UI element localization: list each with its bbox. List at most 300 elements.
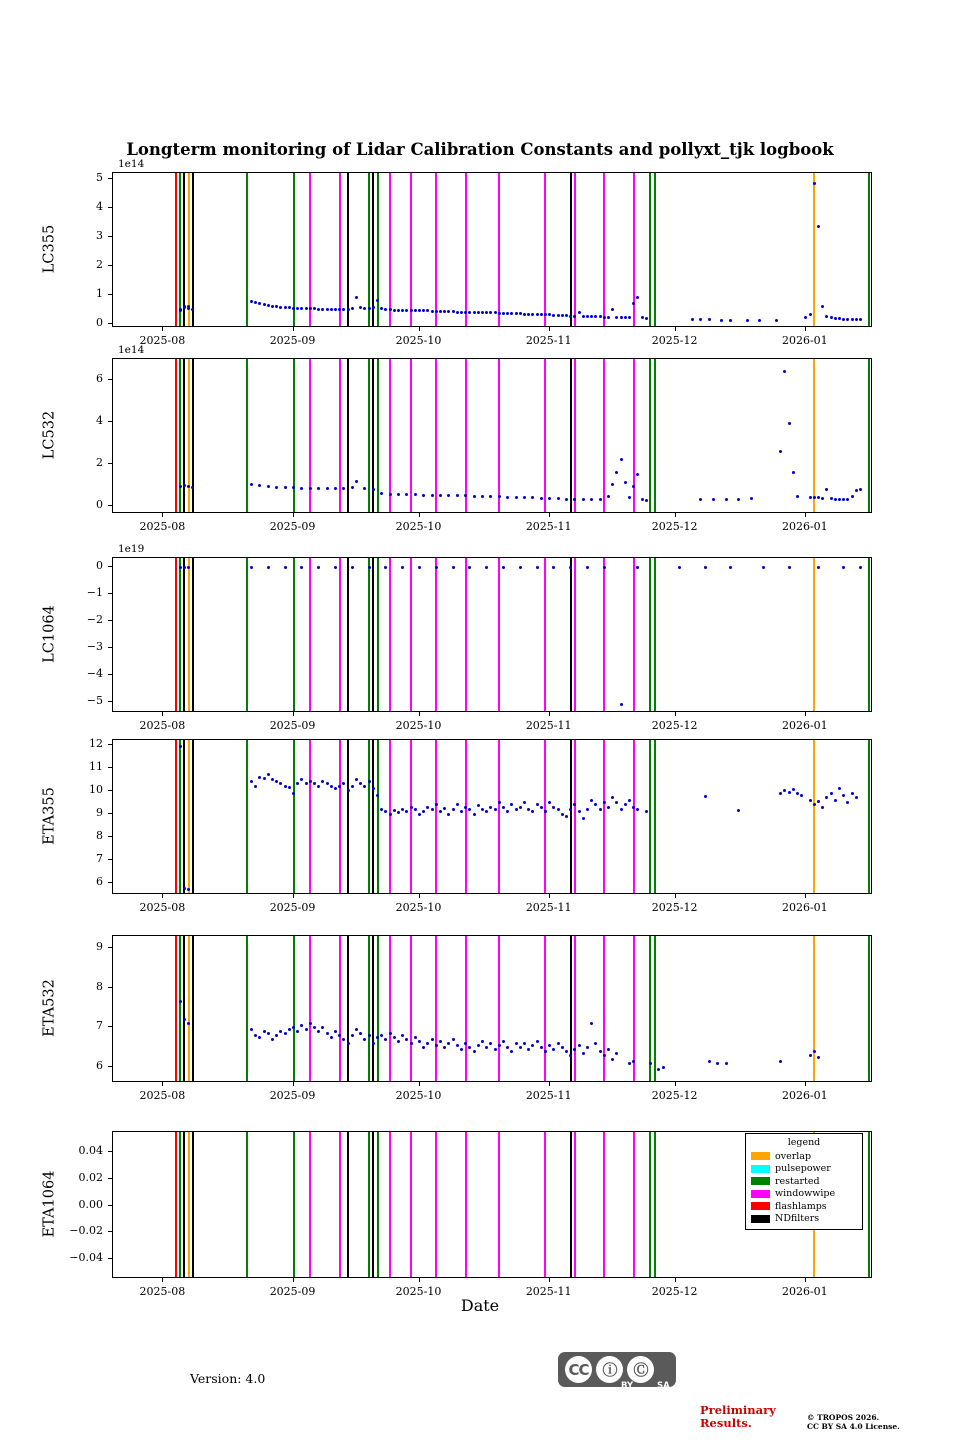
event-line-restarted <box>377 1132 379 1277</box>
event-line-restarted <box>368 173 370 326</box>
y-tick <box>108 620 112 621</box>
data-point <box>435 1044 438 1047</box>
data-point <box>729 319 732 322</box>
data-point <box>737 809 740 812</box>
data-point <box>317 308 320 311</box>
data-point <box>389 308 392 311</box>
event-line-restarted <box>179 740 181 893</box>
y-axis-offset-text: 1e19 <box>118 543 145 555</box>
data-point <box>368 780 371 783</box>
data-point <box>636 473 639 476</box>
data-point <box>292 792 295 795</box>
y-tick <box>108 947 112 948</box>
data-point <box>288 786 291 789</box>
plot-area <box>113 936 871 1081</box>
data-point <box>393 309 396 312</box>
y-tick <box>108 207 112 208</box>
data-point <box>788 791 791 794</box>
data-point <box>830 316 833 319</box>
data-point <box>809 1054 812 1057</box>
data-point <box>258 776 261 779</box>
data-point <box>376 1036 379 1039</box>
data-point <box>804 316 807 319</box>
data-point <box>825 796 828 799</box>
legend-label-restarted: restarted <box>775 1175 820 1187</box>
y-tick-label: −0.02 <box>69 1224 103 1238</box>
y-tick-label: 0.02 <box>78 1170 103 1184</box>
y-tick-label: −3 <box>86 640 103 654</box>
data-point <box>435 566 438 569</box>
data-point <box>842 566 845 569</box>
event-line-restarted <box>293 936 295 1081</box>
y-axis-offset-text: 1e14 <box>118 158 145 170</box>
data-point <box>368 307 371 310</box>
copyright-line-2: CC BY SA 4.0 License. <box>807 1422 900 1431</box>
x-tick <box>805 513 806 517</box>
data-point <box>796 495 799 498</box>
data-point <box>401 1034 404 1037</box>
data-point <box>657 1068 660 1071</box>
event-line-windowwipe <box>435 740 437 893</box>
data-point <box>758 319 761 322</box>
event-line-flashlamps <box>175 1132 177 1277</box>
data-point <box>397 309 400 312</box>
data-point <box>460 311 463 314</box>
data-point <box>590 498 593 501</box>
event-line-windowwipe <box>574 1132 576 1277</box>
data-point <box>594 315 597 318</box>
data-point <box>271 1038 274 1041</box>
data-point <box>401 309 404 312</box>
data-point <box>540 806 543 809</box>
data-point <box>611 796 614 799</box>
data-point <box>599 1050 602 1053</box>
data-point <box>368 1034 371 1037</box>
data-point <box>620 458 623 461</box>
event-line-restarted <box>377 740 379 893</box>
data-point <box>494 311 497 314</box>
data-point <box>506 496 509 499</box>
event-line-NDfilters <box>192 1132 194 1277</box>
plot-panel-eta532 <box>112 935 872 1082</box>
data-point <box>594 803 597 806</box>
data-point <box>746 319 749 322</box>
legend-swatch-windowwipe <box>751 1190 770 1198</box>
y-tick-label: 2 <box>96 455 103 469</box>
data-point <box>809 799 812 802</box>
event-line-windowwipe <box>410 173 412 326</box>
data-point <box>502 1040 505 1043</box>
x-tick-label: 2025-08 <box>139 719 186 732</box>
event-line-overlap <box>813 359 815 512</box>
x-tick-label: 2025-10 <box>395 719 442 732</box>
data-point <box>313 307 316 310</box>
event-line-NDfilters <box>183 173 185 326</box>
data-point <box>489 1042 492 1045</box>
event-line-windowwipe <box>435 173 437 326</box>
data-point <box>536 313 539 316</box>
data-point <box>548 801 551 804</box>
data-point <box>615 801 618 804</box>
data-point <box>418 566 421 569</box>
x-tick <box>419 1278 420 1282</box>
data-point <box>825 488 828 491</box>
legend-item-restarted[interactable] <box>751 1175 857 1188</box>
preliminary-notice <box>700 1404 776 1430</box>
data-point <box>456 803 459 806</box>
data-point <box>435 803 438 806</box>
event-line-windowwipe <box>574 558 576 711</box>
data-point <box>712 498 715 501</box>
event-line-windowwipe <box>633 359 635 512</box>
event-line-windowwipe <box>465 936 467 1081</box>
data-point <box>494 808 497 811</box>
legend-title: legend <box>787 1137 821 1148</box>
data-point <box>565 1050 568 1053</box>
data-point <box>704 566 707 569</box>
data-point <box>519 566 522 569</box>
data-point <box>309 307 312 310</box>
data-point <box>384 1038 387 1041</box>
cc-by-icon: ⓘ <box>596 1356 623 1383</box>
x-tick-label: 2025-12 <box>651 520 698 533</box>
data-point <box>393 809 396 812</box>
x-tick-label: 2025-08 <box>139 520 186 533</box>
data-point <box>334 487 337 490</box>
x-tick-label: 2025-12 <box>651 719 698 732</box>
data-point <box>254 301 257 304</box>
event-line-overlap <box>813 936 815 1081</box>
x-tick-label: 2025-12 <box>651 1089 698 1102</box>
data-point <box>502 566 505 569</box>
data-point <box>460 1048 463 1051</box>
x-tick-label: 2025-10 <box>395 520 442 533</box>
y-tick-label: 1 <box>96 286 103 300</box>
data-point <box>187 485 190 488</box>
data-point <box>536 803 539 806</box>
y-tick-label: 7 <box>96 852 103 866</box>
data-point <box>275 486 278 489</box>
data-point <box>439 310 442 313</box>
data-point <box>300 1024 303 1027</box>
data-point <box>548 1044 551 1047</box>
plot-area <box>113 558 871 711</box>
data-point <box>821 305 824 308</box>
data-point <box>410 309 413 312</box>
x-tick <box>293 894 294 898</box>
data-point <box>452 808 455 811</box>
event-line-NDfilters <box>570 936 572 1081</box>
data-point <box>179 309 182 312</box>
legend-label-overlap: overlap <box>775 1150 812 1162</box>
data-point <box>565 498 568 501</box>
data-point <box>615 1052 618 1055</box>
legend-label-flashlamps: flashlamps <box>775 1200 827 1212</box>
event-line-restarted <box>654 740 656 893</box>
data-point <box>838 498 841 501</box>
data-point <box>300 307 303 310</box>
data-point <box>489 806 492 809</box>
data-point <box>607 1048 610 1051</box>
legend-item-pulsepower[interactable] <box>751 1163 857 1176</box>
data-point <box>725 498 728 501</box>
event-line-windowwipe <box>544 173 546 326</box>
data-point <box>783 789 786 792</box>
data-point <box>800 794 803 797</box>
x-tick-label: 2025-09 <box>269 334 316 347</box>
data-point <box>838 317 841 320</box>
data-point <box>410 806 413 809</box>
data-point <box>275 305 278 308</box>
event-line-restarted <box>368 359 370 512</box>
data-point <box>309 1022 312 1025</box>
legend-item-NDfilters[interactable] <box>751 1213 857 1226</box>
event-line-overlap <box>188 740 190 893</box>
data-point <box>372 488 375 491</box>
data-point <box>321 308 324 311</box>
y-axis-label-eta1064: ETA1064 <box>41 1170 57 1237</box>
data-point <box>792 471 795 474</box>
event-line-windowwipe <box>309 936 311 1081</box>
x-axis-title: Date <box>460 1296 500 1315</box>
y-tick-label: 4 <box>96 413 103 427</box>
data-point <box>431 310 434 313</box>
data-point <box>708 1060 711 1063</box>
plot-panel-lc1064 <box>112 557 872 712</box>
data-point <box>813 803 816 806</box>
data-point <box>347 1042 350 1045</box>
data-point <box>578 311 581 314</box>
data-point <box>296 1030 299 1033</box>
event-line-restarted <box>179 173 181 326</box>
event-line-overlap <box>188 173 190 326</box>
data-point <box>611 308 614 311</box>
event-line-NDfilters <box>183 359 185 512</box>
data-point <box>611 1058 614 1061</box>
event-line-NDfilters <box>192 173 194 326</box>
event-line-restarted <box>654 558 656 711</box>
event-line-restarted <box>868 173 870 326</box>
data-point <box>557 497 560 500</box>
event-line-restarted <box>179 936 181 1081</box>
event-line-windowwipe <box>544 359 546 512</box>
data-point <box>582 1052 585 1055</box>
y-tick <box>108 1205 112 1206</box>
event-line-restarted <box>368 740 370 893</box>
y-tick <box>108 701 112 702</box>
x-tick-label: 2025-08 <box>139 1285 186 1298</box>
data-point <box>632 485 635 488</box>
data-point <box>813 496 816 499</box>
data-point <box>418 1040 421 1043</box>
data-point <box>834 317 837 320</box>
data-point <box>414 808 417 811</box>
data-point <box>342 1038 345 1041</box>
y-tick <box>108 813 112 814</box>
data-point <box>792 788 795 791</box>
data-point <box>498 801 501 804</box>
x-tick <box>419 894 420 898</box>
data-point <box>817 225 820 228</box>
data-point <box>477 311 480 314</box>
data-point <box>422 309 425 312</box>
data-point <box>842 318 845 321</box>
y-tick-label: −5 <box>86 694 103 708</box>
data-point <box>632 1060 635 1063</box>
data-point <box>300 487 303 490</box>
event-line-restarted <box>868 740 870 893</box>
data-point <box>830 792 833 795</box>
y-tick <box>108 421 112 422</box>
data-point <box>540 1046 543 1049</box>
data-point <box>481 311 484 314</box>
data-point <box>288 1028 291 1031</box>
legend-label-windowwipe: windowwipe <box>775 1188 836 1200</box>
data-point <box>393 1036 396 1039</box>
data-point <box>326 308 329 311</box>
legend-item-windowwipe[interactable] <box>751 1188 857 1201</box>
event-line-flashlamps <box>175 173 177 326</box>
data-point <box>515 808 518 811</box>
data-point <box>317 487 320 490</box>
data-point <box>565 815 568 818</box>
data-point <box>611 483 614 486</box>
data-point <box>351 486 354 489</box>
data-point <box>603 316 606 319</box>
data-point <box>569 566 572 569</box>
data-point <box>267 1032 270 1035</box>
data-point <box>309 780 312 783</box>
event-line-NDfilters <box>372 1132 374 1277</box>
data-point <box>397 811 400 814</box>
y-tick-label: 0.00 <box>78 1197 103 1211</box>
data-point <box>586 566 589 569</box>
data-point <box>351 1034 354 1037</box>
event-line-restarted <box>179 1132 181 1277</box>
data-point <box>389 813 392 816</box>
data-point <box>338 308 341 311</box>
preliminary-line-2: Results. <box>700 1416 752 1430</box>
data-point <box>510 312 513 315</box>
data-point <box>590 799 593 802</box>
data-point <box>347 308 350 311</box>
event-line-overlap <box>813 740 815 893</box>
data-point <box>737 498 740 501</box>
y-tick <box>108 1026 112 1027</box>
event-line-windowwipe <box>339 936 341 1081</box>
data-point <box>498 495 501 498</box>
legend-swatch-overlap <box>751 1152 770 1160</box>
data-point <box>834 498 837 501</box>
event-line-restarted <box>868 558 870 711</box>
data-point <box>750 497 753 500</box>
data-point <box>410 1042 413 1045</box>
event-line-restarted <box>293 173 295 326</box>
event-line-restarted <box>368 936 370 1081</box>
y-tick-label: 11 <box>89 759 103 773</box>
data-point <box>326 1032 329 1035</box>
data-point <box>464 311 467 314</box>
data-point <box>729 566 732 569</box>
legend-label-pulsepower: pulsepower <box>775 1163 831 1175</box>
event-line-overlap <box>188 1132 190 1277</box>
legend-item-overlap[interactable] <box>751 1150 857 1163</box>
event-line-restarted <box>179 359 181 512</box>
data-point <box>615 316 618 319</box>
data-point <box>519 1046 522 1049</box>
data-point <box>405 810 408 813</box>
y-tick <box>108 265 112 266</box>
event-line-NDfilters <box>347 740 349 893</box>
data-point <box>342 487 345 490</box>
event-line-restarted <box>293 359 295 512</box>
event-line-windowwipe <box>603 359 605 512</box>
data-point <box>254 785 257 788</box>
event-line-NDfilters <box>347 1132 349 1277</box>
event-line-windowwipe <box>465 173 467 326</box>
y-tick <box>108 790 112 791</box>
data-point <box>422 494 425 497</box>
data-point <box>620 808 623 811</box>
legend-item-flashlamps[interactable] <box>751 1200 857 1213</box>
data-point <box>527 1048 530 1051</box>
data-point <box>321 1026 324 1029</box>
data-point <box>183 566 186 569</box>
data-point <box>796 792 799 795</box>
data-point <box>187 1022 190 1025</box>
plot-panel-eta355 <box>112 739 872 894</box>
event-line-windowwipe <box>603 173 605 326</box>
data-point <box>590 315 593 318</box>
event-line-windowwipe <box>309 740 311 893</box>
data-point <box>813 182 816 185</box>
event-line-windowwipe <box>633 740 635 893</box>
data-point <box>456 311 459 314</box>
event-line-windowwipe <box>498 936 500 1081</box>
data-point <box>699 498 702 501</box>
data-point <box>473 1050 476 1053</box>
data-point <box>313 1026 316 1029</box>
data-point <box>552 314 555 317</box>
data-point <box>431 808 434 811</box>
data-point <box>842 794 845 797</box>
data-point <box>859 318 862 321</box>
y-tick <box>108 987 112 988</box>
data-point <box>183 305 186 308</box>
data-point <box>372 1042 375 1045</box>
event-line-restarted <box>377 173 379 326</box>
data-point <box>603 801 606 804</box>
data-point <box>380 808 383 811</box>
data-point <box>292 1026 295 1029</box>
y-tick-label: 6 <box>96 371 103 385</box>
data-point <box>305 307 308 310</box>
y-axis-label-eta355: ETA355 <box>41 786 57 845</box>
y-axis-label-eta532: ETA532 <box>41 978 57 1037</box>
data-point <box>594 1042 597 1045</box>
data-point <box>330 1036 333 1039</box>
legend-swatch-pulsepower <box>751 1165 770 1173</box>
data-point <box>183 1018 186 1021</box>
data-point <box>330 308 333 311</box>
data-point <box>351 785 354 788</box>
data-point <box>544 1050 547 1053</box>
data-point <box>762 566 765 569</box>
data-point <box>834 799 837 802</box>
event-line-NDfilters <box>192 558 194 711</box>
x-tick <box>162 1278 163 1282</box>
data-point <box>275 1034 278 1037</box>
